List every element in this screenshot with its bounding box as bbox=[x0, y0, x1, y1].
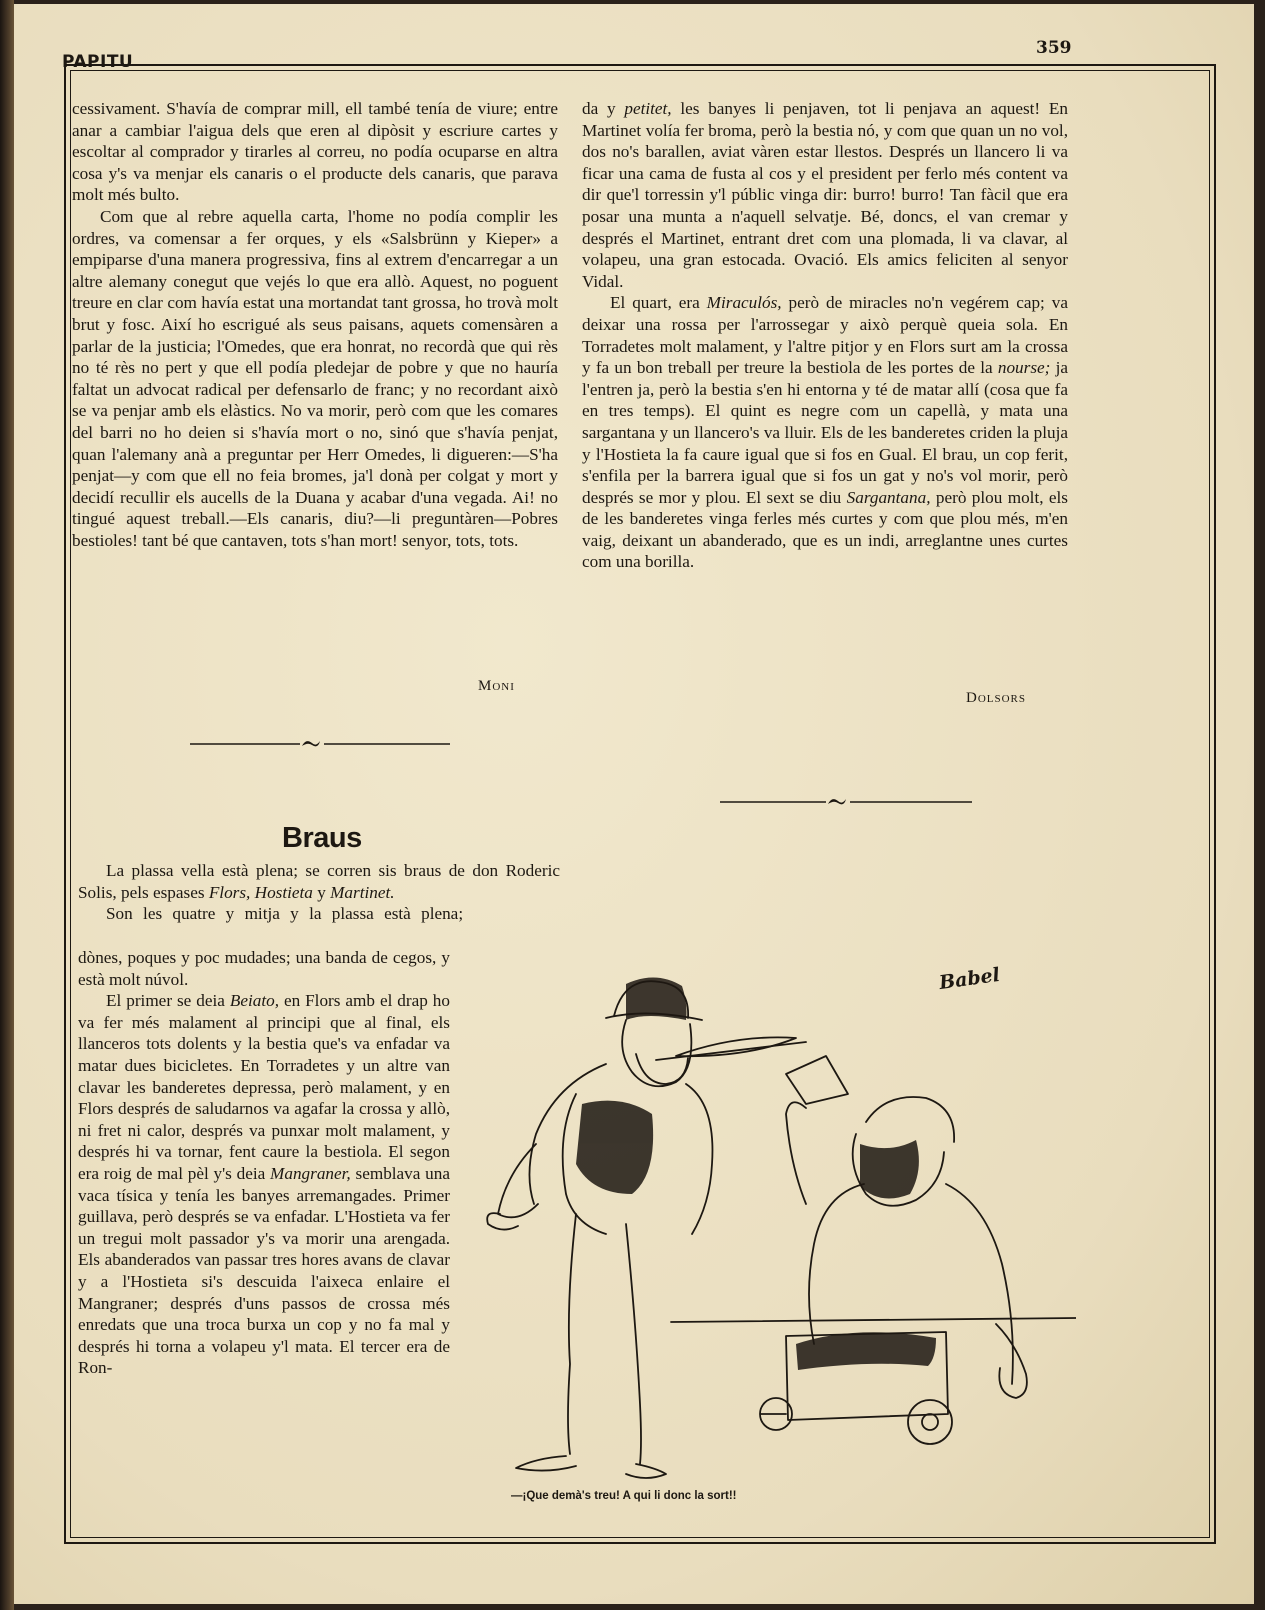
magazine-name: PAPITU bbox=[62, 52, 134, 72]
right-paragraph-1: da y petitet, les banyes li penjaven, tot li penjava an aquest! En Martinet volía fer broma, però la bestia nó, y com que quan un no vol, dos no's barallen, aviat vàren estar llestos. Després un llancero li va ficar una cama de fusta al cos y el president per ferlo més content va dir que'l torressin y'l públic vinga dir: burro! burro! Tan fàcil que era posar una munta a n'aquell selvatje. Bé, doncs, el van cremar y després el Martinet, entrant dret com una plomada, li va clavar, al volapeu, una gran estocada. Ovació. Els amics feliciten al senyor Vidal. bbox=[582, 99, 1068, 291]
article-paragraph-1: La plassa vella està plena; se corren sis braus de don Roderic Solis, pels espases Flors, Hostieta y Martinet. bbox=[78, 861, 560, 902]
right-paragraph-2: El quart, era Miraculós, però de miracles no'n vegérem cap; va deixar una rossa per l'arrossegar y això perquè queia sola. En Torradetes molt malament, y l'altre pitjor y en Flors surt am la crossa y fa un bon treball per treure la bestiola de les portes de la nourse; ja l'entren ja, però la bestia s'en hi entorna y té de matar allí (cosa que fa en tres temps). El quint es negre com un capellà, y mata una sargantana y un llancero's va lluir. Els de les banderetes criden la pluja y l'Hostieta la fa caure igual que si fos en Gual. El brau, un cop ferit, s'enfila per la barrera igual que si fos un gat y no's vol morir, però després se mor y plou. El sext se diu Sargantana, però plou molt, els de les banderetes vinga ferles més curtes y com que plou més, m'en vaig, deixant un abanderado, que es un indi, arreglantne unes curtes com una borilla. bbox=[582, 293, 1068, 572]
magazine-page bbox=[14, 4, 1254, 1604]
page-number: 359 bbox=[1036, 38, 1072, 58]
left-paragraph-1: cessivament. S'havía de comprar mill, ell també tenía de viure; entre anar a cambiar l'aigua dels que eren al dipòsit y escriure cartes y escoltar al comprador y tirarles al correu, no podía ocuparse en altra cosa y's va menjar els canaris o el producte dels canaris, que parava molt més bulto. bbox=[72, 99, 558, 205]
article-title: Braus bbox=[282, 822, 362, 854]
book-binding-edge bbox=[0, 0, 14, 1610]
cartoon-illustration bbox=[476, 944, 1076, 1484]
left-column-text bbox=[72, 98, 558, 551]
illustrator-signature: Babel bbox=[937, 963, 1002, 995]
article-narrow-column bbox=[78, 947, 450, 1379]
signature-dolsors: Dolsors bbox=[966, 690, 1027, 706]
article-paragraph-2-wide: Son les quatre y mitja y la plassa està plena; bbox=[106, 904, 464, 924]
left-paragraph-2: Com que al rebre aquella carta, l'home no podía complir les ordres, va comensar a fer orques, y els «Salsbrünn y Kieper» a empiparse d'una manera progressiva, fins al extrem d'encarregar a un altre alemany conegut que vejés lo que era allò. Aquest, no poguent treure en clar com havía estat una mortandat tant grossa, ho trovà molt brut y fosc. Així ho escrigué als seus paisans, aquets comensàren a parlar de la justicia; l'Omedes, que era honrat, no recordà que qui rès no té rès no pert y que ell podía pledejar de pobre y que no hauría faltat un advocat radical per defensarlo de franc; y no recordant això se va penjar amb els elàstics. No va morir, però com que les comares del barri no ho deien si s'havía mort o no, sinó que s'havía penjat, quan l'alemany anà a preguntar per Herr Omedes, li digueren:—S'ha penjat—y com que ell no feia bromes, ja'l donà per colgat y mort y decidí recullir els aucells de la Duana y acabar d'una vegada. Ai! no tingué aquest treball.—Els canaris, diu?—li preguntàren—Pobres bestioles! tant bé que cantaven, tots s'han mort! senyor, tots, tots. bbox=[72, 206, 558, 550]
article-lead bbox=[78, 860, 560, 925]
ornament-divider-left bbox=[190, 734, 450, 754]
illustration-caption: —¡Que demà's treu! A qui li donc la sort!! bbox=[511, 1490, 737, 1502]
article-paragraph-3: El primer se deia Beiato, en Flors amb el drap ho va fer més malament al principi que al final, els llanceros tots dolents y la bestia que's va enfadar va matar dues bicicletes. En Torradetes y un altre van clavar les banderetes depressa, però malament, y en Flors després de saludarnos va agafar la crossa y allò, ni fret ni calor, després va punxar molt malament, y després hi va tornar, fent caure la bestiola. El segon era roig de mal pèl y's deia Mangraner, semblava una vaca tísica y tenía les banyes arremangades. Primer guillava, però després se va enfadar. L'Hostieta va fer un tregui molt passador y's va morir una arengada. Els abanderados van passar tres hores avans de clavar y a l'Hostieta si's descuida l'aixeca enlaire el Mangraner; després d'uns passos de crossa més enredats que una troca burxa un cop y no fa mal y després hi torna a volapeu y'l mata. El tercer era de Ron- bbox=[78, 991, 450, 1378]
signature-moni: Moni bbox=[478, 678, 515, 694]
ornament-divider-right bbox=[720, 792, 972, 812]
right-column-text bbox=[582, 98, 1068, 573]
article-paragraph-2-rest: dònes, poques y poc mudades; una banda de cegos, y està molt núvol. bbox=[78, 948, 450, 989]
